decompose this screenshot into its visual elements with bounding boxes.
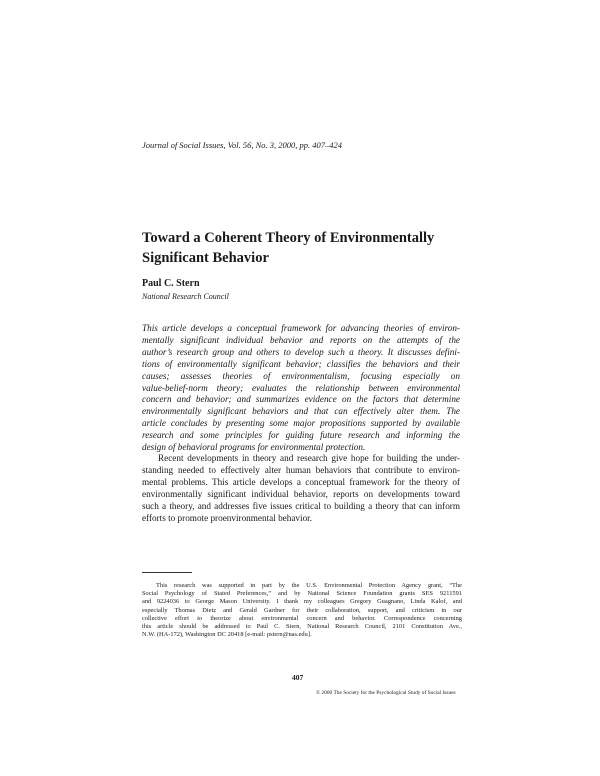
author-name: Paul C. Stern [142,278,200,289]
page-number: 407 [292,673,304,682]
footnote-line: Social Psychology of Stated Preferences,” and by National Science Foundation grants SES 9211591 [142,590,462,598]
abstract-line: environmentally significant behaviors and that can effectively alter them. The [142,406,460,417]
body-paragraph [142,452,460,524]
footnote-line: N.W. (HA-172), Washington DC 20418 [e-mail: pstern@nas.edu]. [142,631,312,639]
body-line: mental problems. This article develops a conceptual framework for the theory of [142,477,460,487]
abstract-line: article concludes by presenting some major propositions supported by available [142,418,460,429]
article-title [142,228,482,268]
abstract-line: This article develops a conceptual framework for advancing theories of environ- [142,323,460,333]
abstract-line: causes; assesses theories of environmentalism, focusing especially on [142,370,460,381]
body-line: environmentally significant individual behavior, reports on developments toward [142,489,460,499]
body-line: standing needed to effectively alter human behaviors that contribute to environ- [142,465,460,475]
footnote-line: especially Thomas Dietz and Gerald Gardner for their collaboration, support, and criticism in our [142,606,462,614]
title-line-2: Significant Behavior [142,250,269,266]
footnote-line: and 9224036 to George Mason University. I thank my colleagues Gregory Guagnano, Linda Kalof, and [142,598,462,606]
title-line-1: Toward a Coherent Theory of Environmentally [142,230,435,246]
footnote [142,582,462,639]
abstract-line: author’s research group and others to develop such a theory. It discusses defini- [142,346,460,357]
footnote-line: This research was supported in part by the U.S. Environmental Protection Agency grant, “The [156,582,462,589]
abstract-line: value-belief-norm theory; evaluates the relationship between environmental [142,382,460,393]
author-affiliation: National Research Council [142,292,229,301]
abstract-line: design of behavioral programs for environmental protection. [142,442,366,453]
footnote-divider [142,572,192,573]
abstract-line: tions of environmentally significant behavior; classifies the behaviors and their [142,358,460,369]
journal-citation: Journal of Social Issues, Vol. 56, No. 3, 2000, pp. 407–424 [142,140,342,150]
footnote-line: collective effort to theorize about environmental concern and behavior. Correspondence concerning [142,614,462,622]
body-line: Recent developments in theory and research give hope for building the under- [158,453,460,463]
abstract-line: mentally significant individual behavior and reports on the attempts of the [142,334,460,345]
abstract [142,323,460,454]
abstract-line: concern and behavior; and summarizes evidence on the factors that determine [142,394,460,405]
body-line: such a theory, and addresses five issues critical to building a theory that can inform [142,501,460,511]
body-line: efforts to promote proenvironmental behavior. [142,513,313,523]
copyright-notice: © 2000 The Society for the Psychological Study of Social Issues [316,690,456,696]
footnote-line: this article should be addressed to Paul C. Stern, National Research Council, 2101 Constitution Ave., [142,623,462,631]
abstract-line: research and some principles for guiding future research and informing the [142,430,460,441]
